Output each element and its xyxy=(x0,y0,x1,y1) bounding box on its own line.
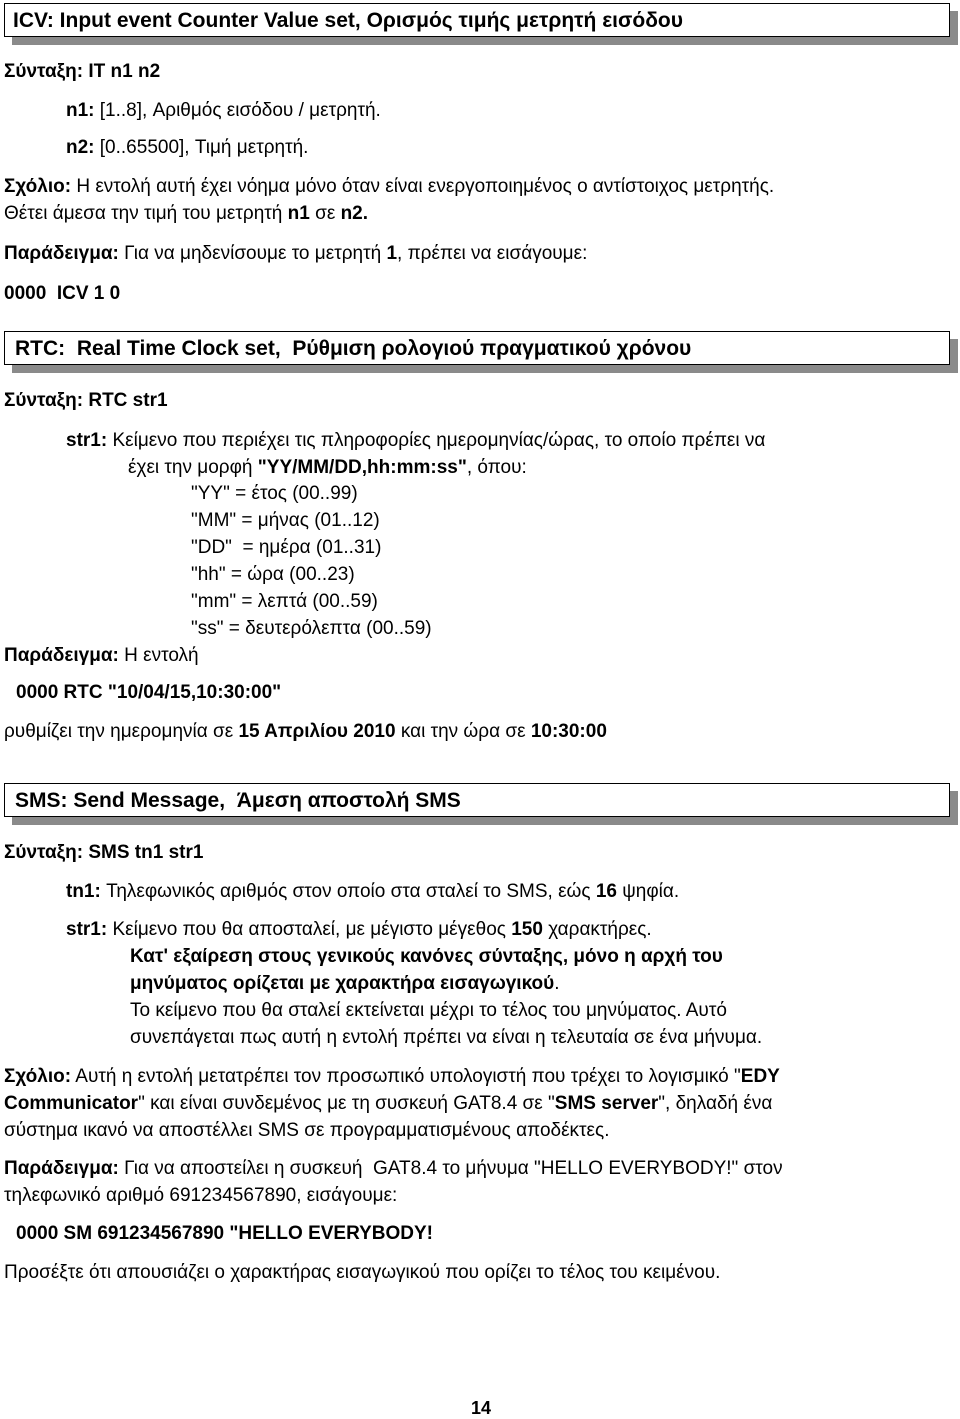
rtc-result xyxy=(4,721,607,743)
rtc-format-intro: έχει την μορφή xyxy=(128,457,253,478)
sms-exception-line1: Κατ' εξαίρεση στους γενικούς κανόνες σύνταξης, μόνο η αρχή του xyxy=(130,946,723,967)
icv-n2-text: [0..65500], Τιμή μετρητή. xyxy=(99,137,309,158)
sms-exception-text: μηνύματος ορίζεται με χαρακτήρα εισαγωγικού xyxy=(130,973,555,994)
rtc-syntax-label: Σύνταξη: xyxy=(4,390,84,411)
icv-header-box xyxy=(4,3,950,37)
page-number: 14 xyxy=(471,1398,492,1418)
icv-example xyxy=(4,243,587,265)
rtc-syntax-value: RTC str1 xyxy=(88,390,168,411)
icv-syntax xyxy=(4,61,160,83)
rtc-field-mm: "MM" = μήνας (01..12) xyxy=(191,510,380,531)
sms-header-box xyxy=(4,783,950,817)
rtc-field-min: "mm" = λεπτά (00..59) xyxy=(191,591,378,612)
rtc-field-ss: "ss" = δευτερόλεπτα (00..59) xyxy=(191,618,432,639)
icv-comment-line2-text: Θέτει άμεσα την τιμή του μετρητή xyxy=(4,203,283,224)
rtc-example-text: Η εντολή xyxy=(124,645,199,666)
icv-comment-label: Σχόλιο: xyxy=(4,176,72,197)
sms-exception-line2 xyxy=(130,973,560,995)
sms-comment-line3: σύστημα ικανό να αποστέλλει SMS σε προγραμματισμένους αποδέκτες. xyxy=(4,1120,610,1141)
icv-comment-line2 xyxy=(4,203,368,225)
sms-str1-text: Κείμενο που θα αποσταλεί, με μέγιστο μέγεθος xyxy=(112,919,506,940)
sms-tn1-label: tn1: xyxy=(66,881,101,902)
rtc-result-text: ρυθμίζει την ημερομηνία σε xyxy=(4,721,234,742)
rtc-example-label: Παράδειγμα: xyxy=(4,645,119,666)
sms-comment-line1 xyxy=(4,1066,780,1088)
sms-str1-line xyxy=(66,919,652,941)
icv-syntax-label: Σύνταξη: xyxy=(4,61,84,82)
sms-note-line2: συνεπάγεται πως αυτή η εντολή πρέπει να είναι η τελευταία σε ένα μήνυμα. xyxy=(130,1027,763,1048)
icv-n1-text: [1..8], Αριθμός εισόδου / μετρητή. xyxy=(99,100,381,121)
icv-comment-text: Η εντολή αυτή έχει νόημα μόνο όταν είναι ενεργοποιημένος ο αντίστοιχος μετρητής. xyxy=(76,176,775,197)
rtc-str1-line xyxy=(66,430,765,452)
icv-example-label: Παράδειγμα: xyxy=(4,243,119,264)
sms-exception-period: . xyxy=(554,973,560,994)
icv-n2-label: n2: xyxy=(66,137,95,158)
sms-comment-server: SMS server xyxy=(554,1093,659,1114)
icv-comment xyxy=(4,176,774,198)
icv-n1-label: n1: xyxy=(66,100,95,121)
sms-comment-line2 xyxy=(4,1093,772,1115)
sms-example-line1 xyxy=(4,1158,783,1180)
sms-comment-label: Σχόλιο: xyxy=(4,1066,72,1087)
icv-n2-line xyxy=(66,137,308,159)
sms-str1-text-end: χαρακτήρες. xyxy=(548,919,652,940)
sms-tn1-line xyxy=(66,881,679,903)
rtc-result-date: 15 Απριλίου 2010 xyxy=(238,721,396,742)
rtc-str1-label: str1: xyxy=(66,430,108,451)
sms-syntax xyxy=(4,842,203,864)
rtc-field-yy: "YY" = έτος (00..99) xyxy=(191,483,358,504)
icv-comment-n1: n1 xyxy=(287,203,310,224)
sms-comment-edy: EDY xyxy=(740,1066,780,1087)
rtc-field-dd: "DD" = ημέρα (01..31) xyxy=(191,537,382,558)
rtc-field-hh: "hh" = ώρα (00..23) xyxy=(191,564,355,585)
icv-n1-line xyxy=(66,100,381,122)
sms-header-title: SMS: Send Message, Άμεση αποστολή SMS xyxy=(15,789,461,812)
sms-comment-text3: ", δηλαδή ένα xyxy=(658,1093,773,1114)
sms-example-label: Παράδειγμα: xyxy=(4,1158,119,1179)
sms-final-note: Προσέξτε ότι απουσιάζει ο χαρακτήρας εισαγωγικού που ορίζει το τέλος του κειμένου. xyxy=(4,1262,721,1283)
icv-syntax-value: IT n1 n2 xyxy=(88,61,161,82)
sms-tn1-text-end: ψηφία. xyxy=(622,881,680,902)
rtc-syntax xyxy=(4,390,168,412)
rtc-example xyxy=(4,645,199,667)
icv-comment-n2: n2. xyxy=(340,203,369,224)
icv-example-num: 1 xyxy=(386,243,398,264)
icv-example-command: 0000 ICV 1 0 xyxy=(4,283,121,304)
sms-syntax-value: SMS tn1 str1 xyxy=(88,842,204,863)
sms-example-line2: τηλεφωνικό αριθμό 691234567890, εισάγουμε: xyxy=(4,1185,398,1206)
icv-example-text-end: , πρέπει να εισάγουμε: xyxy=(397,243,588,264)
sms-comment-text2: " και είναι συνδεμένος με τη συσκευή GAT8.4 σε " xyxy=(138,1093,555,1114)
sms-note-line1: Το κείμενο που θα σταλεί εκτείνεται μέχρι το τέλος του μηνύματος. Αυτό xyxy=(130,1000,727,1021)
icv-comment-se: σε xyxy=(315,203,336,224)
sms-comment-text: Αυτή η εντολή μετατρέπει τον προσωπικό υπολογιστή που τρέχει το λογισμικό " xyxy=(75,1066,741,1087)
sms-syntax-label: Σύνταξη: xyxy=(4,842,84,863)
rtc-example-command: 0000 RTC "10/04/15,10:30:00" xyxy=(16,682,282,703)
rtc-format-end: , όπου: xyxy=(466,457,527,478)
sms-str1-label: str1: xyxy=(66,919,108,940)
sms-example-command: 0000 SM 691234567890 "HELLO EVERYBODY! xyxy=(16,1223,434,1244)
icv-example-text: Για να μηδενίσουμε το μετρητή xyxy=(124,243,382,264)
rtc-format: "YY/MM/DD,hh:mm:ss" xyxy=(257,457,467,478)
rtc-result-text2: και την ώρα σε xyxy=(400,721,526,742)
sms-tn1-num: 16 xyxy=(595,881,617,902)
rtc-header-title: RTC: Real Time Clock set, Ρύθμιση ρολογιού πραγματικού χρόνου xyxy=(15,337,692,360)
rtc-str1-line2 xyxy=(128,457,527,479)
sms-str1-num: 150 xyxy=(511,919,543,940)
rtc-header-box xyxy=(4,331,950,365)
sms-example-text: Για να αποστείλει η συσκευή GAT8.4 το μήνυμα "HELLO EVERYBODY!" στον xyxy=(124,1158,783,1179)
rtc-str1-text: Κείμενο που περιέχει τις πληροφορίες ημερομηνίας/ώρας, το οποίο πρέπει να xyxy=(112,430,766,451)
sms-tn1-text: Τηλεφωνικός αριθμός στον οποίο στα σταλεί το SMS, εώς xyxy=(106,881,591,902)
icv-header-title: ICV: Input event Counter Value set, Ορισμός τιμής μετρητή εισόδου xyxy=(13,9,683,32)
sms-comment-communicator: Communicator xyxy=(4,1093,139,1114)
rtc-result-time: 10:30:00 xyxy=(530,721,607,742)
